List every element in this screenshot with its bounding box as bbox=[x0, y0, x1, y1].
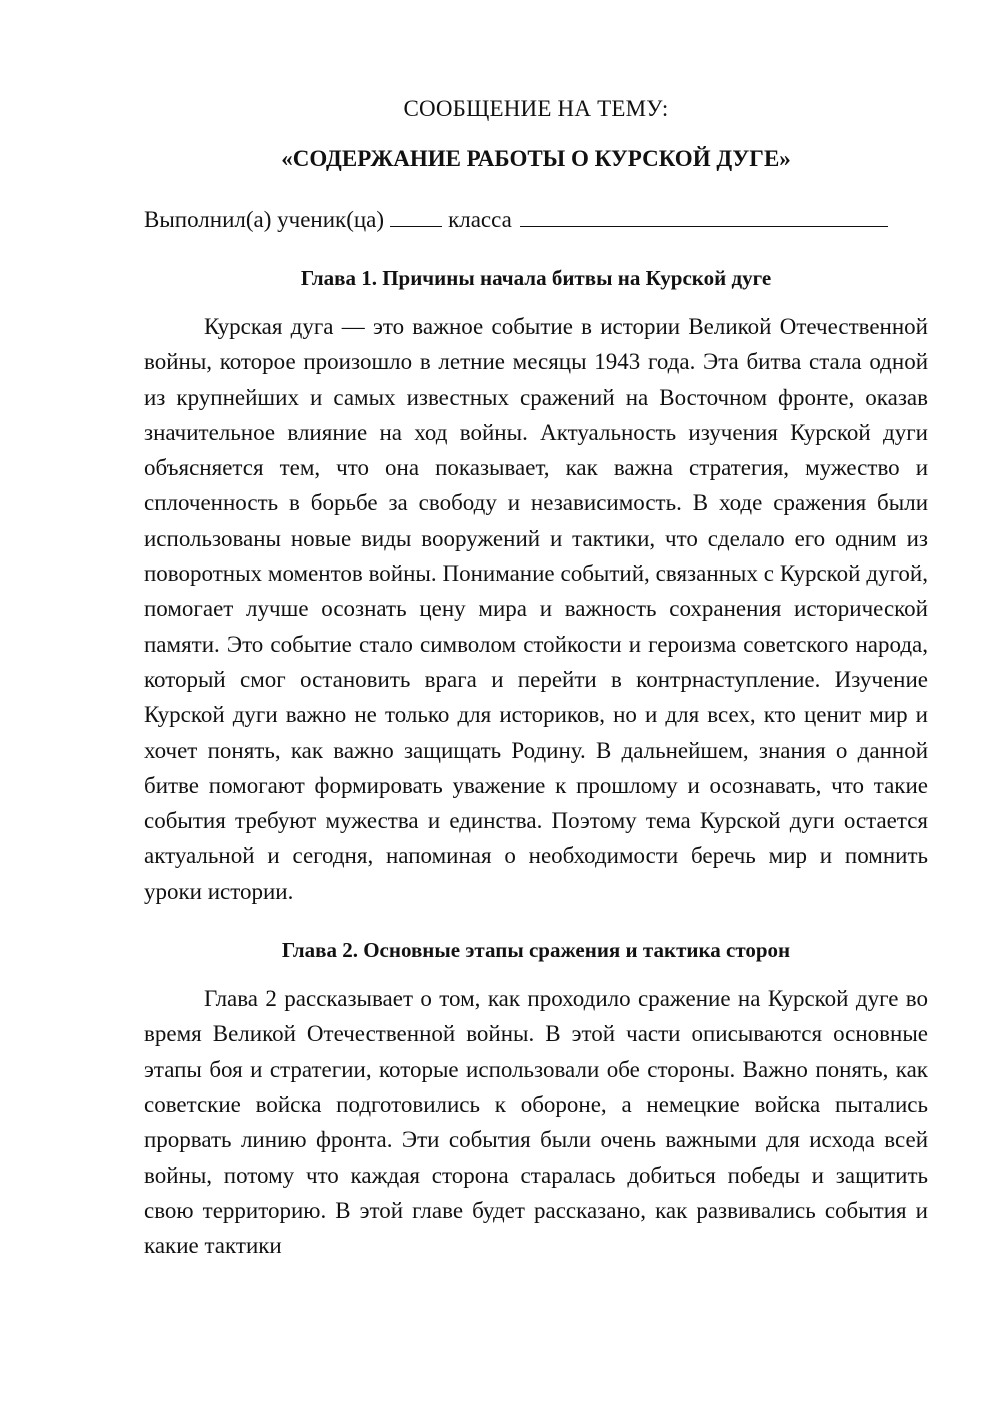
author-line bbox=[144, 202, 928, 237]
chapter-1-heading: Глава 1. Причины начала битвы на Курской дуге bbox=[300, 266, 772, 290]
document-title-line-2: «СОДЕРЖАНИЕ РАБОТЫ О КУРСКОЙ ДУГЕ» bbox=[281, 146, 791, 171]
class-label: класса bbox=[448, 207, 512, 232]
grade-blank-field bbox=[390, 202, 442, 227]
chapter-2-heading: Глава 2. Основные этапы сражения и тактика сторон bbox=[281, 938, 791, 963]
author-prefix: Выполнил(а) ученик(ца) bbox=[144, 207, 385, 232]
chapter-1-paragraph: Курская дуга — это важное событие в истории Великой Отечественной войны, которое произошло в летние месяцы 1943 года. Эта битва стала одной из крупнейших и самых известных сражений на Восточном фронте, оказав значительное влияние на ход войны. Актуальность изучения Курской дуги объясняется тем, что она показывает, как важна стратегия, мужество и сплоченность в борьбе за свободу и независимость. В ходе сражения были использованы новые виды вооружений и тактики, что сделало его одним из поворотных моментов войны. Понимание событий, связанных с Курской дугой, помогает лучше осознать цену мира и важность сохранения исторической памяти. Это событие стало символом стойкости и героизма советского народа, который смог остановить врага и перейти в контрнаступление. Изучение Курской дуги важно не только для историков, но и для всех, кто ценит мир и хочет понять, как важно защищать Родину. В дальнейшем, знания о данной битве помогают формировать уважение к прошлому и осознавать, что такие события требуют мужества и единства. Поэтому тема Курской дуги остается актуальной и сегодня, напоминая о необходимости беречь мир и помнить уроки истории. bbox=[144, 314, 928, 904]
chapter-2-paragraph: Глава 2 рассказывает о том, как проходило сражение на Курской дуге во время Великой Отечественной войны. В этой части описываются основные этапы боя и стратегии, которые использовали обе стороны. Важно понять, как советские войска подготовились к обороне, а немецкие войска пытались прорвать линию фронта. Эти события были очень важными для исхода всей войны, потому что каждая сторона старалась добиться победы и защитить свою территорию. В этой главе будет рассказано, как развивались события и какие тактики bbox=[144, 986, 928, 1259]
document-page bbox=[144, 92, 928, 1263]
name-blank-field bbox=[520, 202, 888, 227]
document-title-line-1: СООБЩЕНИЕ НА ТЕМУ: bbox=[403, 96, 669, 121]
